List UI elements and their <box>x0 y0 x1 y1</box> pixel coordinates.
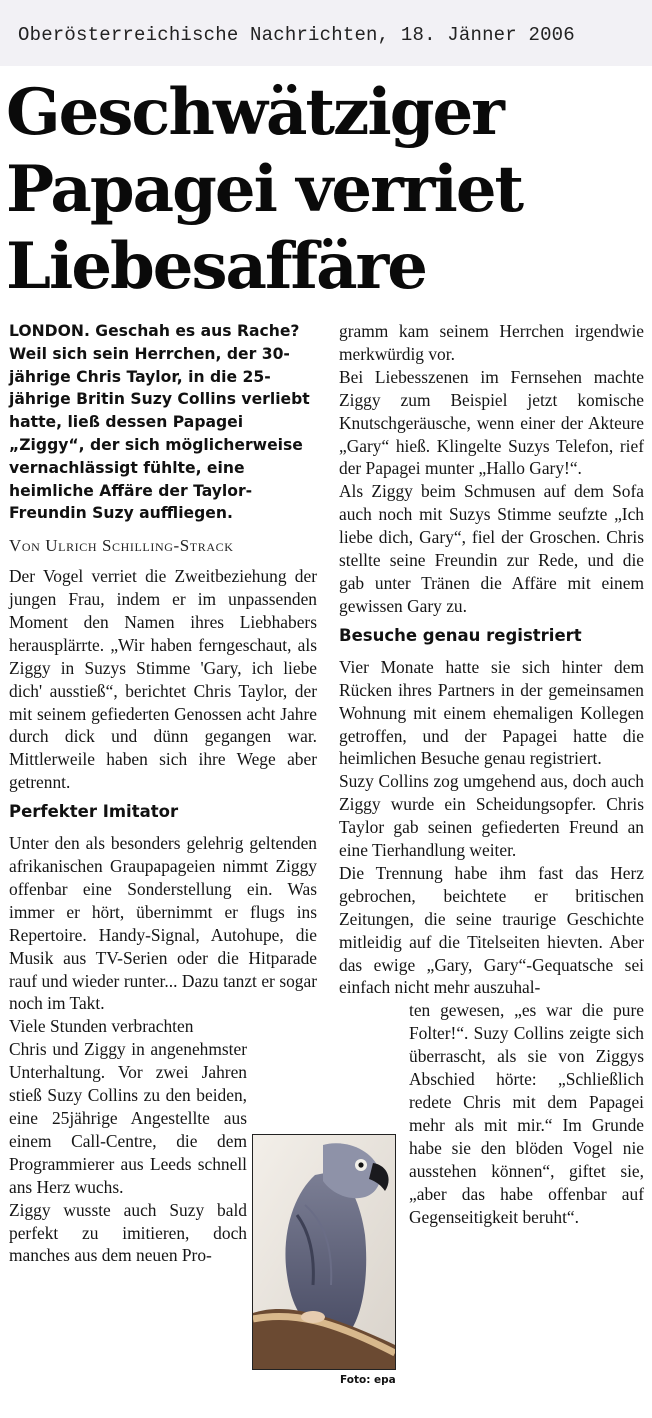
paragraph: Der Vogel verriet die Zweitbeziehung der jungen Frau, indem er im unpassenden Moment den Namen ihres Liebhabers herausplärrte. „Wir haben ferngeschaut, als Ziggy in Suzys Stimme 'Gary, ich liebe dich' ausstieß“, berichtet Chris Taylor, der mit seinem gefiederten Genossen acht Jahre durch dick und dünn gegangen war. Mittlerweile haben sich ihre Wege aber getrennt. <box>9 566 317 793</box>
headline: Geschwätziger Papagei verriet Liebesaffäre <box>6 75 523 304</box>
source-banner <box>0 0 652 66</box>
subheading-besuche-genau-registriert: Besuche genau registriert <box>339 625 582 645</box>
subheading-perfekter-imitator: Perfekter Imitator <box>9 802 179 822</box>
byline: Von Ulrich Schilling-Strack <box>9 536 234 556</box>
paragraph: Suzy Collins zog umgehend aus, doch auch Ziggy wurde ein Scheidungsopfer. Chris Taylor gab seinen gefiederten Freund an eine Tierhandlung weiter. <box>339 771 644 861</box>
lead-paragraph: LONDON. Geschah es aus Rache? Weil sich sein Herrchen, der 30-jährige Chris Taylor, in die 25-jährige Britin Suzy Collins verliebt hatte, ließ dessen Papagei „Ziggy“, der sich möglicherweise vernachlässigt fühlte, eine heimliche Affäre der Taylor-Freundin Suzy auffliegen. <box>9 322 310 523</box>
photo-credit: Foto: epa <box>340 1374 396 1386</box>
paragraph: ten gewesen, „es war die pure Folter!“. Suzy Collins zeigte sich überrascht, als sie von Ziggys Abschied hörte: „Schließlich redete Chris mit dem Papagei mehr als mit mir.“ Im Grunde habe sie den blöden Vogel nie ausstehen können“, giftet sie, „aber das habe offenbar auf Gegenseitigkeit beruht“. <box>409 1000 644 1227</box>
column-right <box>339 320 644 1228</box>
paragraph: Ziggy wusste auch Suzy bald perfekt zu imitieren, doch manches aus dem neuen Pro- <box>9 1199 247 1266</box>
paragraph: Als Ziggy beim Schmusen auf dem Sofa auch noch mit Suzys Stimme seufzte „Ich liebe dich, Gary“, fiel der Groschen. Chris stellte seine Freundin zur Rede, und die gab unter Tränen die Affäre mit einem gewissen Gary zu. <box>339 481 644 616</box>
paragraph: Unter den als besonders gelehrig geltenden afrikanischen Graupapageien nimmt Ziggy offenbar eine Sonderstellung ein. Was immer er hört, übernimmt er flugs ins Repertoire. Handy-Signal, Autohupe, die Musik aus TV-Serien oder die Hitparade rauf und wieder runter... Dazu tanzt er sogar noch im Takt. <box>9 833 317 1014</box>
source-line: Oberösterreichische Nachrichten, 18. Jänner 2006 <box>18 24 575 46</box>
paragraph: Chris und Ziggy in angenehmster Unterhaltung. Vor zwei Jahren stieß Suzy Collins zu den beiden, eine 25jährige Angestellte aus einem Call-Centre, die dem Programmierer aus Leeds schnell ans Herz wuchs. <box>9 1039 247 1197</box>
paragraph: Bei Liebesszenen im Fernsehen machte Ziggy zum Beispiel jetzt komische Knutschgeräusche, wenn einer der Akteure „Gary“ hieß. Klingelte Suzys Telefon, rief der Papagei munter „Hallo Gary!“. <box>339 366 644 479</box>
paragraph: Vier Monate hatte sie sich hinter dem Rücken ihres Partners in der gemeinsamen Wohnung mit einem ehemaligen Kollegen getroffen, und der Papagei hatte die heimlichen Besuche genau registriert. <box>339 656 644 769</box>
column-left <box>9 320 317 1267</box>
paragraph: Die Trennung habe ihm fast das Herz gebrochen, beichtete er britischen Zeitungen, die seine traurige Geschichte mitleidig auf die Titelseiten hievten. Aber das ewige „Gary, Gary“-Gequatsche sei einfach nicht mehr auszuhal- <box>339 862 644 998</box>
paragraph: gramm kam seinem Herrchen irgendwie merkwürdig vor. <box>339 321 644 364</box>
paragraph: Viele Stunden verbrachten <box>9 1016 194 1037</box>
